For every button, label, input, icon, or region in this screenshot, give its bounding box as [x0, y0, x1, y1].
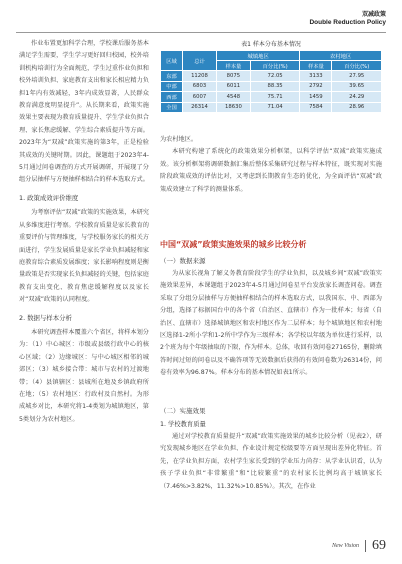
table-cell: 6011: [216, 81, 250, 92]
table-header-urban-n: 样本量: [216, 61, 250, 71]
table-cell: 39.65: [332, 81, 382, 92]
table-cell: 全国: [161, 102, 183, 113]
table-cell: 6803: [183, 81, 217, 92]
table-title: 表1 样本分布基本情况: [241, 41, 301, 48]
left-paragraph-2: 为考察评估“双减”政策的实施效果，本研究从多维度进行考察。学校教育质量是家长教育的重要评价与管理维度，与学校服务家长的相关方面进行，学生发展质量是家长学业负担减轻和家庭教育综合素质发展维度；家长影响程度则是衡量政策是否实现家长负担减轻的关键，包括家庭教育支出变化、教育焦虑缓解程度以及家长对“双减”政策的认同程度。: [19, 209, 149, 304]
table-header-urban: 城镇地区: [216, 51, 299, 61]
table-cell: 东部: [161, 71, 183, 82]
page-number: 69: [372, 538, 386, 553]
right-paragraph-a: 为农村地区。: [160, 136, 198, 143]
header-title-cn: 双减政策: [361, 11, 386, 18]
right-paragraph-b: 本研究构建了系统化的政策效果分析框架，以科学评估“双减”政策实施成效。该分析框架将调研数据汇集后整体采集研究过程与样本特征，既实现对实施阶段政策成效的评估比对，又考虑到长期教育生态的优化，为全面评估“双减”政策成效建立了科学的测量体系。: [160, 148, 382, 193]
table-cell: 4548: [216, 92, 250, 103]
table-cell: 72.05: [250, 71, 300, 82]
table-cell: 8075: [216, 71, 250, 82]
right-paragraph-c: 为从家长视角了解义务教育阶段学生的学业负担，以及城乡间“双减”政策实施效果差异，本课题组于2023年4-5月通过问卷星平台发放家长调查问卷。调查采取了分组分层抽样与方便抽样相结合的样本选取方式，以我国东、中、西部为分组，选择了标据国台中的各个省（自治区、直辖市）作为一批样本；每省（自治区、直辖市）选择城镇地区和农村地区作为二层样本；每个城镇地区和农村地区选择1-2所小学和1-2所中学作为三级样本；各学校以年级为单位进行采样，以2个班为每个年级抽取的下限，作为样本。总体，收回有效问卷27165份，删除填答时间过短的问卷以及不确答项等无效数据后获得的有效问卷数为26314份，问卷有效率为96.87%。样本分布的基本情况如表1所示。: [160, 270, 382, 377]
left-paragraph-1: 作业布置更加科学合理，学校课后服务基本满足学生需要，学生学习更好回归校园，校外培训机构培训行为全面规范，学生过重作业负担和校外培训负担、家庭教育支出和家长相应精力负担1年内有效减轻，3年内成效显著，人民群众教育满意度明显提升”。从长期来看，政策实施效果主要表现为教育质量提升、学生学业负担合理、家长焦虑缓解、学生综合素质提升等方面。2023年为“双减”政策实施的第3年，正是检验其成效的关键时期。因此，课题组于2023年4-5月通过问卷调查的方式开展调研，开展现了分组分层抽样与方便抽样相结合的样本选取方式。: [19, 40, 149, 184]
table-row: [161, 92, 382, 103]
table-cell: 24.29: [332, 92, 382, 103]
table-row: [161, 102, 382, 113]
table-cell: 88.35: [250, 81, 300, 92]
table-cell: 18630: [216, 102, 250, 113]
subsection-data-source: （一）数据来源: [160, 257, 206, 265]
magazine-name: New Vision: [331, 543, 359, 549]
table-cell: 27.95: [332, 71, 382, 82]
subheading-school-quality: 1. 学校教育质量: [160, 421, 206, 428]
subheading-evaluation-dimensions: 1. 政策成效评价维度: [19, 193, 79, 202]
sample-distribution-table: [160, 50, 382, 113]
table-row: [161, 81, 382, 92]
right-column-data-source: [160, 268, 382, 380]
header-title-en: Double Reduction Policy: [309, 18, 386, 26]
table-header-rural: 农村地区: [300, 51, 382, 61]
table-cell: 2792: [300, 81, 332, 92]
table-cell: 28.96: [332, 102, 382, 113]
table-header-region: 区域: [161, 51, 183, 71]
table-header-total: 总计: [183, 51, 217, 71]
left-paragraph-3: 本研究调查样本覆盖六个省区，将样本划分为：（1）中心城区：市级或县级行政中心的核心区域；（2）边缘城区：与中心城区相邻的城郊区；（3）城乡接合带：城市与农村的过渡地带；（4）县镇辖区：县城所在地及乡镇政府所在地；（5）农村地区：行政村及自然村。为形成城乡对比，本研究将1-4类划为城镇地区，第5类划分为农村地区。: [19, 328, 149, 423]
table-cell: 中部: [161, 81, 183, 92]
table-cell: 7584: [300, 102, 332, 113]
page-footer: [332, 538, 386, 554]
table-cell: 6007: [183, 92, 217, 103]
table-header-rural-pct: 百分比(%): [332, 61, 382, 71]
table-header-rural-n: 样本量: [300, 61, 332, 71]
subheading-data-sample: 2. 数据与样本分析: [19, 313, 72, 322]
table-cell: 11208: [183, 71, 217, 82]
section-title: 中国“双减”政策实施效果的城乡比较分析: [160, 240, 307, 249]
table-cell: 75.71: [250, 92, 300, 103]
table-header-urban-pct: 百分比(%): [250, 61, 300, 71]
table-cell: 1459: [300, 92, 332, 103]
table-cell: 3133: [300, 71, 332, 82]
right-paragraph-d: 通过对学校教育质量提升“双减”政策实施效果的城乡比较分析（见表2），研究发现城乡地区在学业负担、作业设计规定校级要等方面呈现出差异化特征。首先，在学业负担方面，农村学生家长受到的学业压力尚存：从学业认识看，认为孩子学业负担“非常繁重”和“比较繁重”的农村家长比例均高于城镇家长（7.46%>3.82%，11.32%>10.85%）。其次，在作业: [160, 433, 382, 490]
table-row: [161, 71, 382, 82]
right-column-top: [160, 134, 382, 196]
table-cell: 西部: [161, 92, 183, 103]
table-cell: 26314: [183, 102, 217, 113]
header-divider: [16, 32, 386, 33]
left-column: [19, 38, 149, 426]
table-cell: 71.04: [250, 102, 300, 113]
page-header: [309, 12, 386, 26]
subsection-effects: （二）实施效果: [160, 407, 206, 415]
footer-divider: [365, 540, 366, 552]
right-column-effects: [160, 431, 382, 536]
